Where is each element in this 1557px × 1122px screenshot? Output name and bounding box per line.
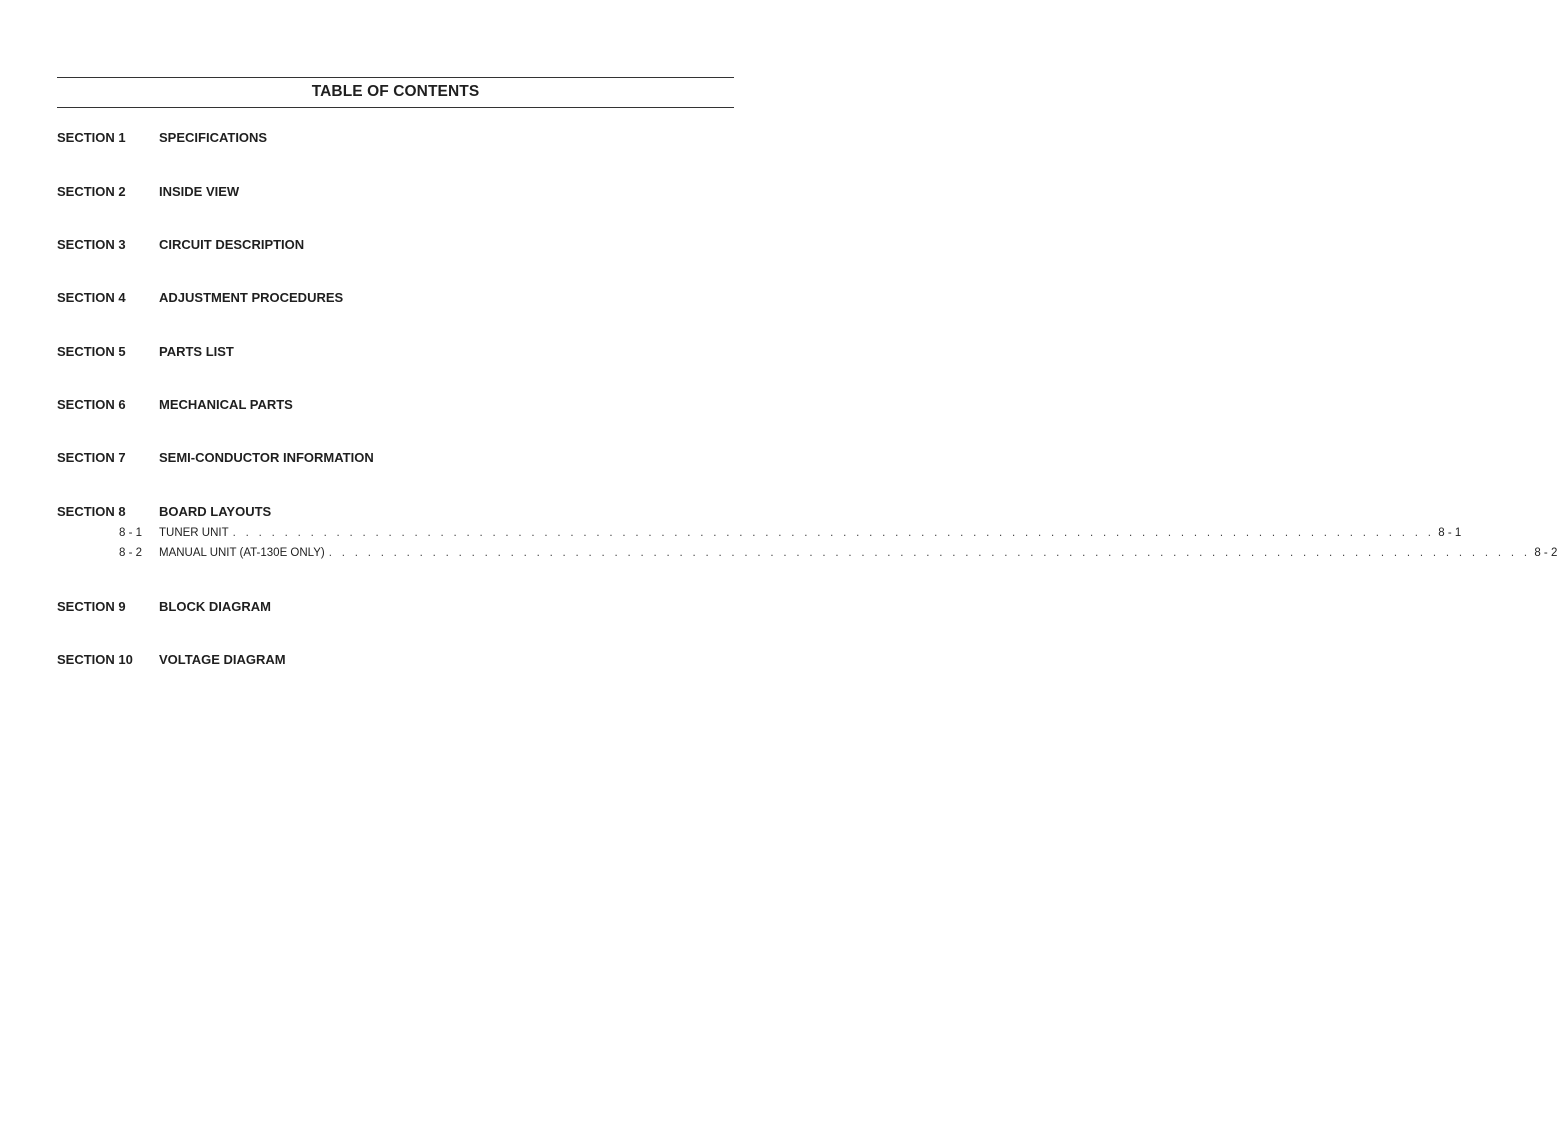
toc-section-7 bbox=[57, 449, 734, 467]
section-number: SECTION 5 bbox=[57, 344, 126, 359]
section-title: BOARD LAYOUTS bbox=[159, 504, 272, 519]
section-title: SPECIFICATIONS bbox=[159, 130, 268, 145]
page-title: TABLE OF CONTENTS bbox=[311, 83, 480, 100]
subitem-number: 8 - 1 bbox=[119, 527, 143, 539]
section-title: MECHANICAL PARTS bbox=[159, 397, 293, 412]
toc-section-5 bbox=[57, 343, 734, 361]
dot-leader: . . . . . . . . . . . . . . . . . . . . . . . . . . . . . . . . . . . . . . . . . . . . . . . . . . . . . . . . . . . . . . . . . . . . . . . . . . . . . . . . . . . . . . . . . . . . . bbox=[232, 527, 1435, 539]
title-bottom-rule bbox=[57, 107, 734, 108]
toc-section-8 bbox=[57, 503, 734, 521]
section-number: SECTION 6 bbox=[57, 397, 126, 412]
toc-section-6 bbox=[57, 396, 734, 414]
section-number: SECTION 10 bbox=[57, 652, 133, 667]
subitem-number: 8 - 2 bbox=[119, 547, 143, 559]
subitem-label: TUNER UNIT bbox=[159, 527, 229, 539]
toc-section-2 bbox=[57, 183, 734, 201]
section-number: SECTION 1 bbox=[57, 130, 126, 145]
section-number: SECTION 2 bbox=[57, 184, 126, 199]
subitem-page: 8 - 2 bbox=[1534, 547, 1557, 559]
subitem-label: MANUAL UNIT (AT-130E ONLY) bbox=[159, 547, 325, 559]
toc-section-3 bbox=[57, 236, 734, 254]
dot-leader: . . . . . . . . . . . . . . . . . . . . . . . . . . . . . . . . . . . . . . . . . . . . . . . . . . . . . . . . . . . . . . . . . . . . . . . . . . . . . . . . . . . . . . . . . . . . . bbox=[328, 547, 1531, 559]
toc-subitem-8-2 bbox=[57, 545, 1557, 561]
toc-section-10 bbox=[57, 651, 734, 669]
toc-section-4 bbox=[57, 289, 734, 307]
section-number: SECTION 7 bbox=[57, 450, 126, 465]
toc-subitem-8-1 bbox=[57, 525, 1462, 541]
section-title: BLOCK DIAGRAM bbox=[159, 599, 271, 614]
section-title: SEMI-CONDUCTOR INFORMATION bbox=[159, 450, 374, 465]
subitem-page: 8 - 1 bbox=[1438, 527, 1462, 539]
toc-section-1 bbox=[57, 129, 734, 147]
section-title: CIRCUIT DESCRIPTION bbox=[159, 237, 305, 252]
section-title: ADJUSTMENT PROCEDURES bbox=[159, 290, 344, 305]
section-title: VOLTAGE DIAGRAM bbox=[159, 652, 286, 667]
section-title: INSIDE VIEW bbox=[159, 184, 240, 199]
section-title: PARTS LIST bbox=[159, 344, 234, 359]
section-number: SECTION 9 bbox=[57, 599, 126, 614]
section-number: SECTION 3 bbox=[57, 237, 126, 252]
toc-section-9 bbox=[57, 598, 734, 616]
title-top-rule bbox=[57, 77, 734, 78]
section-number: SECTION 8 bbox=[57, 504, 126, 519]
section-number: SECTION 4 bbox=[57, 290, 126, 305]
